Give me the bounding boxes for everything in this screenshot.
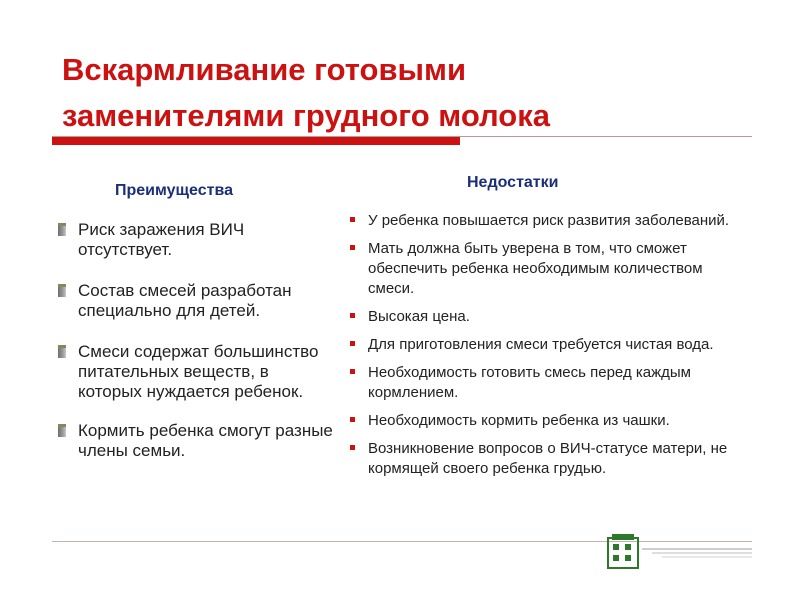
disadvantage-item xyxy=(348,239,748,299)
advantage-item xyxy=(58,281,333,321)
square-bullet-icon xyxy=(58,345,66,358)
slide-title-line2: заменителями грудного молока xyxy=(62,98,550,133)
disadvantage-item xyxy=(348,211,748,231)
square-bullet-icon xyxy=(58,223,66,236)
disadvantage-item xyxy=(348,411,748,431)
disadvantage-text: Возникновение вопросов о ВИЧ-статусе матери, не кормящей своего ребенка грудью. xyxy=(368,440,728,477)
red-square-bullet-icon xyxy=(350,245,355,250)
red-square-bullet-icon xyxy=(350,217,355,222)
red-square-bullet-icon xyxy=(350,369,355,374)
red-square-bullet-icon xyxy=(350,313,355,318)
disadvantage-item xyxy=(348,335,748,355)
disadvantage-text: Необходимость готовить смесь перед каждым кормлением. xyxy=(368,364,691,401)
advantage-item xyxy=(58,342,333,402)
building-logo-icon xyxy=(607,534,639,570)
disadvantage-text: Для приготовления смеси требуется чистая вода. xyxy=(368,336,714,353)
advantages-heading: Преимущества xyxy=(115,182,233,199)
square-bullet-icon xyxy=(58,284,66,297)
advantage-text: Смеси содержат большинство питательных веществ, в которых нуждается ребенок. xyxy=(78,342,319,401)
red-square-bullet-icon xyxy=(350,341,355,346)
disadvantages-heading: Недостатки xyxy=(467,174,559,191)
disadvantages-list xyxy=(348,211,748,487)
decorative-lines-icon xyxy=(642,546,752,558)
advantages-list xyxy=(58,220,333,461)
advantage-text: Риск заражения ВИЧ отсутствует. xyxy=(78,220,245,259)
square-bullet-icon xyxy=(58,424,66,437)
footer-divider xyxy=(52,541,752,542)
advantage-item xyxy=(58,421,333,461)
disadvantage-text: Высокая цена. xyxy=(368,308,470,325)
advantage-text: Кормить ребенка смогут разные члены семьи. xyxy=(78,421,333,460)
disadvantage-item xyxy=(348,307,748,327)
title-underline-thick xyxy=(52,137,460,145)
slide-title-line1: Вскармливание готовыми xyxy=(62,52,467,87)
disadvantage-item xyxy=(348,363,748,403)
disadvantage-text: Необходимость кормить ребенка из чашки. xyxy=(368,412,670,429)
advantage-text: Состав смесей разработан специально для детей. xyxy=(78,281,292,320)
disadvantage-item xyxy=(348,439,748,479)
red-square-bullet-icon xyxy=(350,445,355,450)
disadvantage-text: Мать должна быть уверена в том, что сможет обеспечить ребенка необходимым количеством смеси. xyxy=(368,240,703,297)
slide-title xyxy=(62,47,762,139)
advantage-item xyxy=(58,220,333,260)
red-square-bullet-icon xyxy=(350,417,355,422)
disadvantage-text: У ребенка повышается риск развития заболеваний. xyxy=(368,212,730,229)
